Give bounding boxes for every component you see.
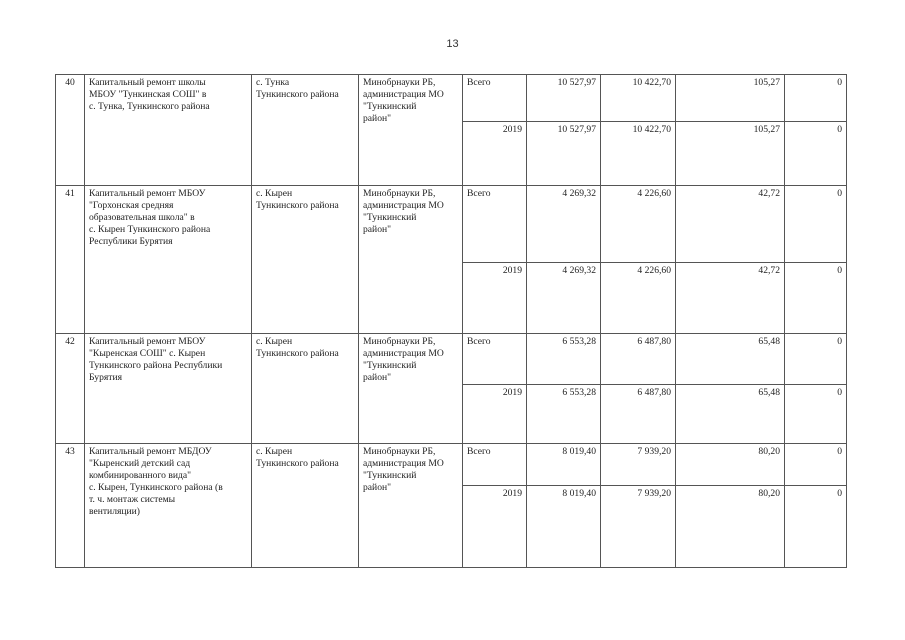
amount-municipal: 105,27: [676, 75, 785, 122]
amount-municipal: 80,20: [676, 444, 785, 486]
amount-other: 0: [785, 444, 847, 486]
object-customer: Минобрнауки РБ, администрация МО "Тункинский район": [359, 334, 463, 444]
row-number: 40: [56, 75, 85, 186]
period-year: 2019: [463, 486, 527, 568]
object-location: с. Кырен Тункинского района: [252, 334, 359, 444]
row-number: 42: [56, 334, 85, 444]
amount-other: 0: [785, 486, 847, 568]
amount-municipal: 105,27: [676, 122, 785, 186]
object-location: с. Тунка Тункинского района: [252, 75, 359, 186]
page-number: 13: [446, 38, 459, 50]
amount-republic: 4 226,60: [601, 263, 676, 334]
amount-municipal: 42,72: [676, 263, 785, 334]
table-row: [56, 334, 847, 385]
row-number: 41: [56, 186, 85, 334]
object-customer: Минобрнауки РБ, администрация МО "Тункинский район": [359, 444, 463, 568]
amount-total: 10 527,97: [527, 75, 601, 122]
object-location: с. Кырен Тункинского района: [252, 186, 359, 334]
investment-table: [55, 74, 847, 568]
object-customer: Минобрнауки РБ, администрация МО "Тункинский район": [359, 186, 463, 334]
period-year: 2019: [463, 263, 527, 334]
period-label: Всего: [463, 334, 527, 385]
object-customer: Минобрнауки РБ, администрация МО "Тункинский район": [359, 75, 463, 186]
amount-total: 8 019,40: [527, 486, 601, 568]
amount-other: 0: [785, 122, 847, 186]
amount-total: 6 553,28: [527, 334, 601, 385]
amount-total: 10 527,97: [527, 122, 601, 186]
amount-other: 0: [785, 385, 847, 444]
amount-total: 4 269,32: [527, 263, 601, 334]
period-year: 2019: [463, 385, 527, 444]
amount-municipal: 65,48: [676, 385, 785, 444]
amount-republic: 7 939,20: [601, 486, 676, 568]
amount-other: 0: [785, 334, 847, 385]
table-row: [56, 186, 847, 263]
amount-other: 0: [785, 186, 847, 263]
amount-municipal: 80,20: [676, 486, 785, 568]
amount-republic: 7 939,20: [601, 444, 676, 486]
amount-total: 8 019,40: [527, 444, 601, 486]
row-number: 43: [56, 444, 85, 568]
amount-republic: 10 422,70: [601, 75, 676, 122]
amount-republic: 10 422,70: [601, 122, 676, 186]
amount-republic: 4 226,60: [601, 186, 676, 263]
period-label: Всего: [463, 75, 527, 122]
amount-municipal: 42,72: [676, 186, 785, 263]
amount-republic: 6 487,80: [601, 334, 676, 385]
object-name: Капитальный ремонт МБОУ "Кыренская СОШ" с. Кырен Тункинского района Республики Бурятия: [85, 334, 252, 444]
amount-other: 0: [785, 75, 847, 122]
table-row: [56, 444, 847, 486]
object-name: Капитальный ремонт школы МБОУ "Тункинская СОШ" в с. Тунка, Тункинского района: [85, 75, 252, 186]
amount-total: 4 269,32: [527, 186, 601, 263]
amount-other: 0: [785, 263, 847, 334]
amount-republic: 6 487,80: [601, 385, 676, 444]
table-row: [56, 75, 847, 122]
period-year: 2019: [463, 122, 527, 186]
object-name: Капитальный ремонт МБОУ "Горхонская средняя образовательная школа" в с. Кырен Тункинского района Республики Бурятия: [85, 186, 252, 334]
object-location: с. Кырен Тункинского района: [252, 444, 359, 568]
amount-municipal: 65,48: [676, 334, 785, 385]
amount-total: 6 553,28: [527, 385, 601, 444]
object-name: Капитальный ремонт МБДОУ "Кыренский детский сад комбинированного вида" с. Кырен, Тункинского района (в т. ч. монтаж системы вентиляции): [85, 444, 252, 568]
period-label: Всего: [463, 186, 527, 263]
period-label: Всего: [463, 444, 527, 486]
